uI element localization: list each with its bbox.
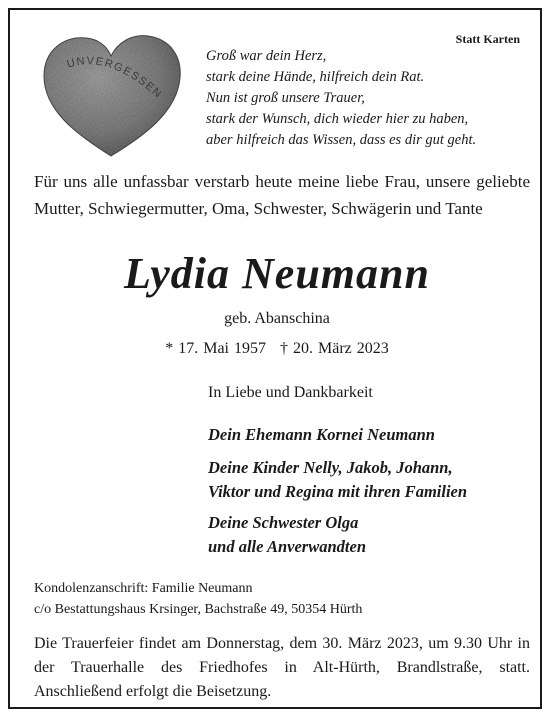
mourner-line: Deine Schwester Olga bbox=[208, 513, 359, 532]
death-date: † 20. März 2023 bbox=[280, 340, 389, 357]
poem-line: Groß war dein Herz, bbox=[206, 48, 327, 64]
mourner-line: Deine Kinder Nelly, Jakob, Johann, bbox=[208, 458, 453, 477]
condolence-line: c/o Bestattungshaus Krsinger, Bachstraße 49, 50354 Hürth bbox=[34, 602, 363, 617]
life-dates bbox=[10, 340, 544, 358]
mourners-intro: In Liebe und Dankbarkeit bbox=[208, 384, 373, 401]
poem-line: stark deine Hände, hilfreich dein Rat. bbox=[206, 69, 425, 85]
condolence-address bbox=[34, 578, 362, 620]
poem-line: aber hilfreich das Wissen, dass es dir gut geht. bbox=[206, 132, 477, 148]
funeral-details: Die Trauerfeier findet am Donnerstag, dem 30. März 2023, um 9.30 Uhr in der Trauerhalle des Friedhofes in Alt-Hürth, Brandlstraße, statt. Anschließend erfolgt die Beisetzung. bbox=[34, 635, 530, 700]
mourner-line: Viktor und Regina mit ihren Familien bbox=[208, 482, 468, 501]
mourner-line: und alle Anverwandten bbox=[208, 537, 366, 556]
mourner-group bbox=[208, 423, 435, 447]
birth-date: * 17. Mai 1957 bbox=[165, 340, 266, 357]
heart-stone-icon bbox=[36, 30, 186, 162]
birth-name: geb. Abanschina bbox=[224, 310, 330, 327]
statt-karten-label: Statt Karten bbox=[455, 32, 520, 46]
condolence-line: Kondolenzanschrift: Familie Neumann bbox=[34, 581, 253, 596]
obituary-card bbox=[8, 8, 542, 709]
announcement-text: Für uns alle unfassbar verstarb heute meine liebe Frau, unsere geliebte Mutter, Schwiegermutter, Oma, Schwester, Schwägerin und Tante bbox=[34, 172, 530, 218]
heart-engraving: UNVERGESSEN bbox=[65, 55, 165, 101]
mourner-group bbox=[208, 511, 366, 559]
mourner-group bbox=[208, 456, 467, 504]
mourner-line: Dein Ehemann Kornei Neumann bbox=[208, 425, 435, 444]
poem-line: Nun ist groß unsere Trauer, bbox=[206, 90, 365, 106]
poem bbox=[206, 46, 536, 151]
poem-line: stark der Wunsch, dich wieder hier zu haben, bbox=[206, 111, 469, 127]
deceased-name: Lydia Neumann bbox=[124, 249, 430, 298]
